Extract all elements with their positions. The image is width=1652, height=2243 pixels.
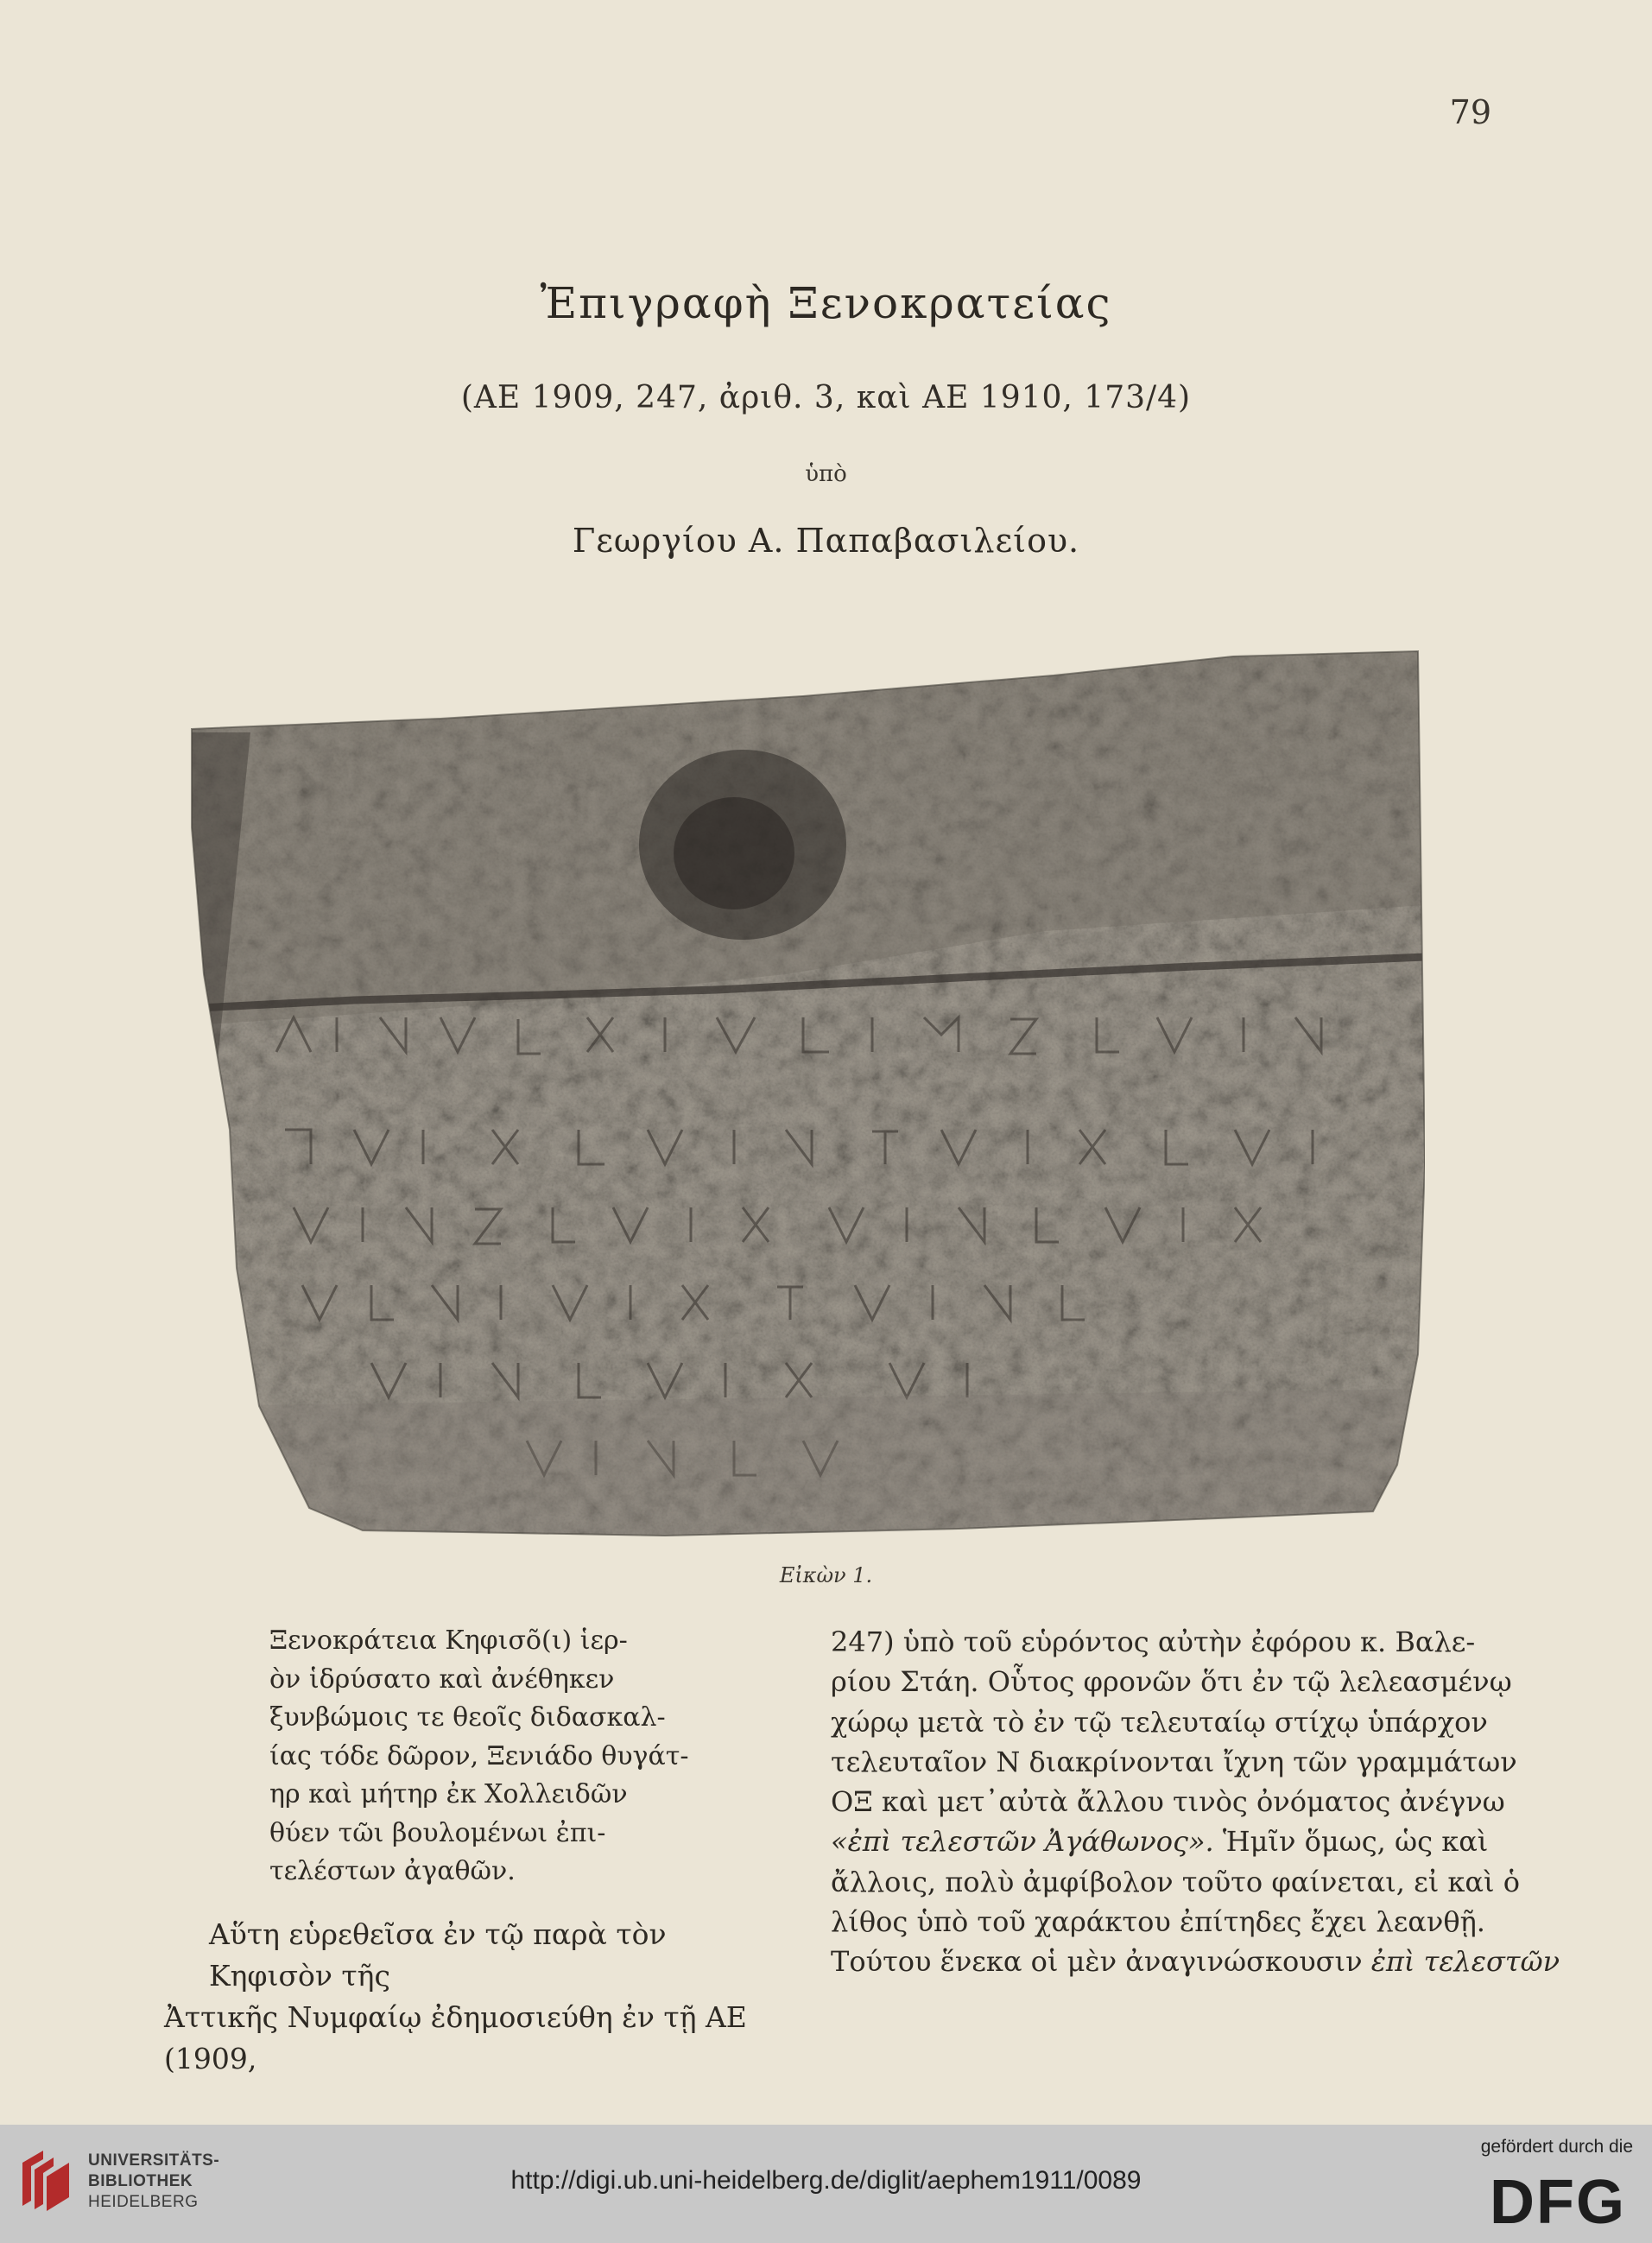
body-line: χώρῳ μετὰ τὸ ἐν τῷ τελευταίῳ στίχῳ ὑπάρχον [831, 1705, 1488, 1739]
body-line: λίθος ὑπὸ τοῦ χαράκτου ἐπίτηδες ἔχει λεανθῇ. [831, 1905, 1485, 1939]
inscription-line: ξυνβώμοις τε θεοῖς διδασκαλ- [269, 1702, 666, 1733]
library-line: UNIVERSITÄTS- [88, 2151, 220, 2170]
body-line: Ἀττικῆς Νυμφαίῳ ἐδημοσιεύθη ἐν τῇ ΑΕ (1909, [164, 2000, 747, 2075]
body-line: τελευταῖον Ν διακρίνονται ἴχνη τῶν γραμμάτων [831, 1745, 1517, 1778]
dfg-logo-icon[interactable] [1465, 2170, 1630, 2230]
page-number: 79 [1449, 93, 1491, 131]
body-line: 247) ὑπὸ τοῦ εὑρόντος αὐτὴν ἐφόρου κ. Βαλε- [831, 1625, 1476, 1658]
inscription-transcription [269, 1622, 689, 1891]
body-line: Αὕτη εὑρεθεῖσα ἐν τῷ παρὰ τὸν Κηφισὸν τῆς [209, 1917, 667, 1993]
inscription-line: ίας τόδε δῶρον, Ξενιάδο θυγάτ- [269, 1740, 689, 1771]
body-line: ἄλλοις, πολὺ ἀμφίβολον τοῦτο φαίνεται, εἰ καὶ ὁ [831, 1865, 1520, 1898]
body-line: ΟΞ καὶ μετ᾽αὐτὰ ἄλλου τινὸς ὀνόματος ἀνέγνω [831, 1785, 1505, 1819]
right-column-text [831, 1622, 1560, 1982]
body-fragment: Ἡμῖν ὅμως, ὡς καὶ [1213, 1825, 1489, 1859]
body-line: ρίου Στάη. Οὗτος φρονῶν ὅτι ἐν τῷ λελεασμένῳ [831, 1665, 1512, 1699]
inscription-line: θύεν τῶι βουλομένωι ἐπι- [269, 1817, 606, 1848]
author-name: Γεωργίου Α. Παπαβασιλείου. [572, 522, 1080, 560]
inscription-line: ὸν ἱδρύσατο καὶ ἀνέθηκεν [269, 1663, 615, 1695]
digitization-footer [0, 2125, 1652, 2243]
body-line [831, 1942, 1560, 1981]
by-line-word: ὑπὸ [805, 461, 847, 487]
figure-stone-photo [181, 646, 1425, 1553]
inscription-line: Ξενοκράτεια Κηφισõ(ι) ἱερ- [269, 1625, 628, 1656]
italic-phrase: ἐπὶ τελεστῶν [1370, 1945, 1560, 1979]
library-line: BIBLIOTHEK [88, 2172, 193, 2190]
inscription-line: ηρ καὶ μήτηρ ἐκ Χολλειδῶν [269, 1779, 628, 1809]
dfg-wordmark: DFG [1490, 2170, 1626, 2230]
body-line [831, 1822, 1496, 1861]
article-title: Ἐπιγραφὴ Ξενοκρατείας [540, 278, 1112, 328]
article-subtitle: (ΑΕ 1909, 247, ἀριθ. 3, καὶ ΑΕ 1910, 173/4) [460, 380, 1192, 415]
quoted-reading: «ἐπὶ τελεστῶν Ἀγάθωνος». [831, 1825, 1214, 1859]
figure-caption: Εἰκὼν 1. [779, 1563, 873, 1587]
library-line: HEIDELBERG [88, 2193, 199, 2211]
stone-block [181, 646, 1425, 1553]
body-fragment: Τούτου ἕνεκα οἱ μὲν ἀναγινώσκουσιν [831, 1945, 1371, 1979]
inscription-line: τελέστων ἀγαθῶν. [269, 1856, 516, 1886]
inscribed-stone-image [181, 646, 1425, 1553]
sponsor-text: gefördert durch die [1480, 2137, 1633, 2157]
source-url-link[interactable]: http://digi.ub.uni-heidelberg.de/diglit/aephem1911/0089 [510, 2166, 1142, 2195]
left-column-text [164, 1914, 786, 2080]
